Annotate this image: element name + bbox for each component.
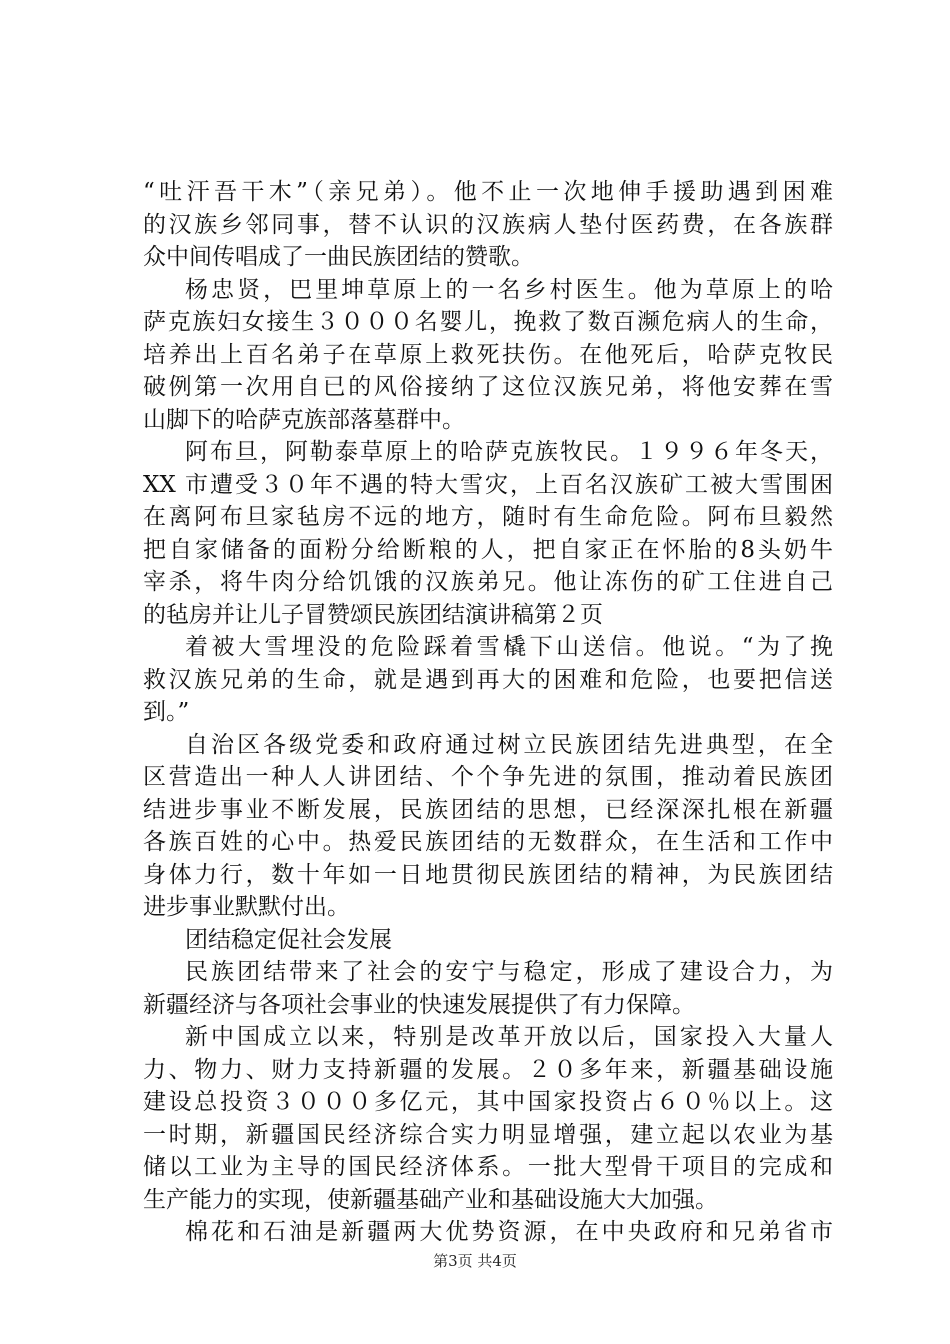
text-line: 萨克族妇女接生３０００名婴儿，挽救了数百濒危病人的生命，	[143, 309, 833, 335]
text-line: 结进步事业不断发展，民族团结的思想，已经深深扎根在新疆	[143, 796, 833, 823]
text-line: 救汉族兄弟的生命，就是遇到再大的困难和危险，也要把信送	[143, 666, 833, 693]
text-line: 阿布旦，阿勒泰草原上的哈萨克族牧民。１９９６年冬天，	[185, 439, 833, 465]
text-line: “吐汗吾干木”（亲兄弟）。他不止一次地伸手援助遇到困难	[143, 179, 833, 205]
text-line: 力、物力、财力支持新疆的发展。２０多年来，新疆基础设施	[143, 1056, 833, 1083]
page-footer: 第3页 共4页	[433, 1252, 517, 1270]
text-line: 区营造出一种人人讲团结、个个争先进的氛围，推动着民族团	[143, 764, 833, 790]
text-line: 储以工业为主导的国民经济体系。一批大型骨干项目的完成和	[143, 1154, 833, 1180]
section-heading: 团结稳定促社会发展	[185, 926, 392, 953]
text-line: 民族团结带来了社会的安宁与稳定，形成了建设合力，为	[185, 959, 833, 985]
text-line: 着被大雪埋没的危险踩着雪橇下山送信。他说。“为了挽	[185, 634, 833, 660]
text-line: 到。”	[143, 699, 190, 725]
text-line: 宰杀，将牛肉分给饥饿的汉族弟兄。他让冻伤的矿工住进自己	[143, 569, 833, 595]
text-line: 新疆经济与各项社会事业的快速发展提供了有力保障。	[143, 991, 695, 1018]
text-line: 杨忠贤，巴里坤草原上的一名乡村医生。他为草原上的哈	[185, 276, 833, 303]
text-line: 山脚下的哈萨克族部落墓群中。	[143, 406, 465, 433]
text-line: 一时期，新疆国民经济综合实力明显增强，建立起以农业为基	[143, 1121, 833, 1148]
text-line: 众中间传唱成了一曲民族团结的赞歌。	[143, 244, 534, 270]
text-line: 自治区各级党委和政府通过树立民族团结先进典型，在全	[185, 731, 833, 758]
text-line: XX 市遭受３０年不遇的特大雪灾，上百名汉族矿工被大雪围困	[143, 471, 833, 498]
text-line: 各族百姓的心中。热爱民族团结的无数群众，在生活和工作中	[143, 829, 833, 855]
text-line: 在离阿布旦家毡房不远的地方，随时有生命危险。阿布旦毅然	[143, 504, 833, 530]
text-line: 新中国成立以来，特别是改革开放以后，国家投入大量人	[185, 1024, 833, 1050]
text-line: 生产能力的实现，使新疆基础产业和基础设施大大加强。	[143, 1186, 718, 1213]
text-line: 建设总投资３０００多亿元，其中国家投资占６０％以上。这	[143, 1089, 833, 1115]
text-line: 的汉族乡邻同事，替不认识的汉族病人垫付医药费，在各族群	[143, 211, 833, 238]
text-line: 身体力行，数十年如一日地贯彻民族团结的精神，为民族团结	[143, 861, 833, 888]
text-line: 把自家储备的面粉分给断粮的人，把自家正在怀胎的8头奶牛	[143, 536, 833, 563]
text-line: 破例第一次用自已的风俗接纳了这位汉族兄弟，将他安葬在雪	[143, 374, 833, 400]
text-line: 进步事业默默付出。	[143, 894, 350, 920]
text-line: 的毡房并让儿子冒赞颂民族团结演讲稿第２页	[143, 601, 603, 628]
text-line: 棉花和石油是新疆两大优势资源，在中央政府和兄弟省市	[185, 1219, 833, 1245]
body-text	[143, 176, 833, 1249]
text-line: 培养出上百名弟子在草原上救死扶伤。在他死后，哈萨克牧民	[143, 341, 833, 368]
